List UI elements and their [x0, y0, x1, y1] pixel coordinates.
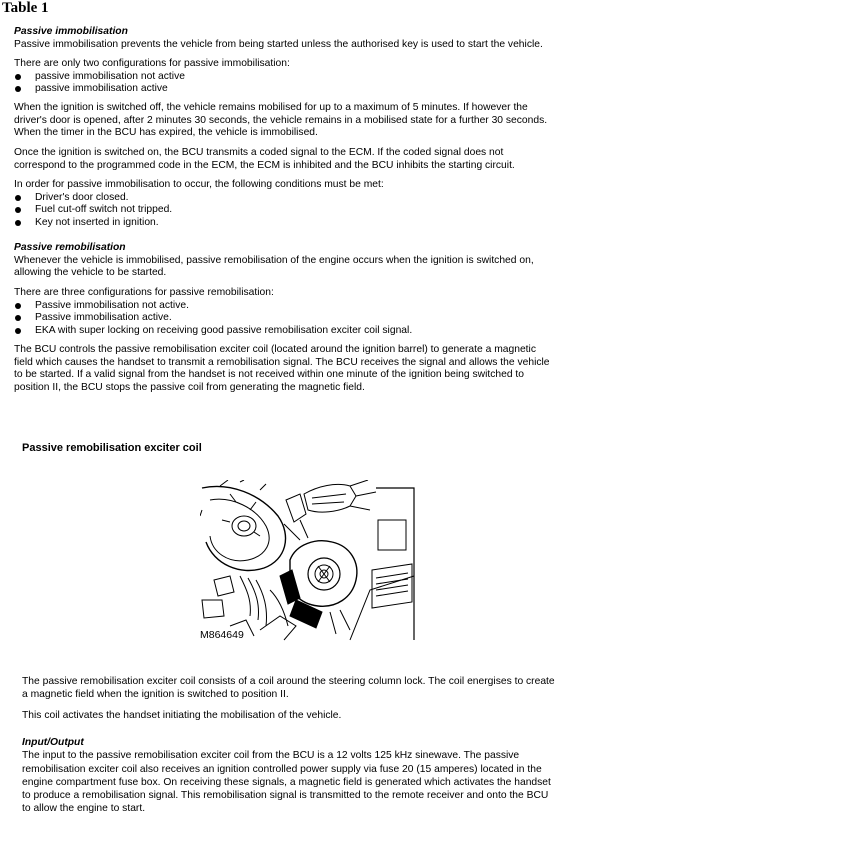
exciter-coil-title: Passive remobilisation exciter coil: [22, 442, 202, 454]
conditions-intro: In order for passive immobilisation to occur, the following conditions must be met:: [14, 179, 384, 190]
immobilisation-configs: [14, 58, 574, 96]
io-line: remobilisation exciter coil also receives an ignition controlled power supply via fuse 20 (15 amperes) located in the: [22, 763, 542, 775]
signal-line: Once the ignition is switched on, the BCU transmits a coded signal to the ECM. If the coded signal does not: [14, 147, 504, 158]
remobilisation-configs-intro: There are three configurations for passive remobilisation:: [14, 287, 274, 298]
remobilisation-config-item: Passive immobilisation not active.: [14, 300, 574, 313]
immobilisation-configs-intro: There are only two configurations for passive immobilisation:: [14, 58, 290, 69]
io-line: to allow the engine to start.: [22, 803, 146, 815]
input-output-heading: Input/Output: [22, 737, 84, 748]
remobilisation-intro-line: Whenever the vehicle is immobilised, passive remobilisation of the engine occurs when the ignition is switched on,: [14, 254, 534, 266]
passive-immobilisation-heading-block: [14, 26, 574, 51]
timer-line: When the ignition is switched off, the vehicle remains mobilised for up to a maximum of 5 minutes. If however the: [14, 102, 528, 113]
bcu-line: position II, the BCU stops the passive coil from generating the magnetic field.: [14, 381, 365, 393]
remobilisation-config-item: EKA with super locking on receiving good passive remobilisation exciter coil signal.: [14, 325, 574, 338]
remobilisation-intro-line: allowing the vehicle to be started.: [14, 267, 167, 279]
remobilisation-config-item: Passive immobilisation active.: [14, 312, 574, 325]
passive-immobilisation-intro: Passive immobilisation prevents the vehicle from being started unless the authorised key is used to start the vehicle.: [14, 38, 543, 50]
io-line: The input to the passive remobilisation exciter coil from the BCU is a 12 volts 125 kHz sinewave. The passive: [22, 750, 520, 762]
timer-line: When the timer in the BCU has expired, the vehicle is immobilised.: [14, 127, 318, 139]
condition-item: Driver's door closed.: [14, 192, 574, 205]
immobilisation-config-item: passive immobilisation not active: [14, 71, 574, 84]
bcu-line: field which causes the handset to transmit a remobilisation signal. The BCU receives the signal and allows the vehicle: [14, 356, 550, 368]
immobilisation-timer-paragraph: [14, 102, 574, 140]
condition-item: Fuel cut-off switch not tripped.: [14, 204, 574, 217]
exciter-desc-line: a magnetic field when the ignition is switched to position II.: [22, 689, 289, 701]
io-line: to produce a remobilisation signal. This remobilisation signal is transmitted to the remote receiver and onto the BCU: [22, 790, 549, 802]
passive-immobilisation-heading: Passive immobilisation: [14, 26, 128, 37]
remobilisation-configs: [14, 287, 574, 337]
immobilisation-config-item: passive immobilisation active: [14, 83, 574, 96]
immobilisation-conditions: [14, 179, 574, 229]
exciter-coil-illustration: [200, 480, 418, 642]
io-line: engine compartment fuse box. On receiving these signals, a magnetic field is generated which activates the handset: [22, 776, 551, 788]
passive-remobilisation-heading: Passive remobilisation: [14, 242, 126, 253]
bcu-control-paragraph: [14, 344, 574, 394]
figure-label: M864649: [200, 629, 244, 641]
table-label: Table 1: [2, 0, 49, 16]
input-output-block: [22, 736, 597, 816]
condition-item: Key not inserted in ignition.: [14, 217, 574, 230]
exciter-desc-line: The passive remobilisation exciter coil consists of a coil around the steering column lock. The coil energises to create: [22, 676, 555, 687]
signal-line: correspond to the programmed code in the ECM, the ECM is inhibited and the BCU inhibits the starting circuit.: [14, 159, 515, 171]
activates-line: This coil activates the handset initiating the mobilisation of the vehicle.: [22, 710, 342, 721]
exciter-coil-description: [22, 675, 597, 702]
coded-signal-paragraph: [14, 147, 574, 172]
passive-remobilisation-block: [14, 242, 574, 280]
bcu-line: The BCU controls the passive remobilisation exciter coil (located around the ignition barrel) to generate a magnetic: [14, 344, 536, 355]
bcu-line: to be started. If a valid signal from the handset is not received within one minute of the ignition being switched to: [14, 369, 524, 381]
exciter-coil-activates: [22, 709, 597, 722]
timer-line: driver's door is opened, after 2 minutes 30 seconds, the vehicle remains in a mobilised state for a further 30 seconds.: [14, 114, 548, 126]
